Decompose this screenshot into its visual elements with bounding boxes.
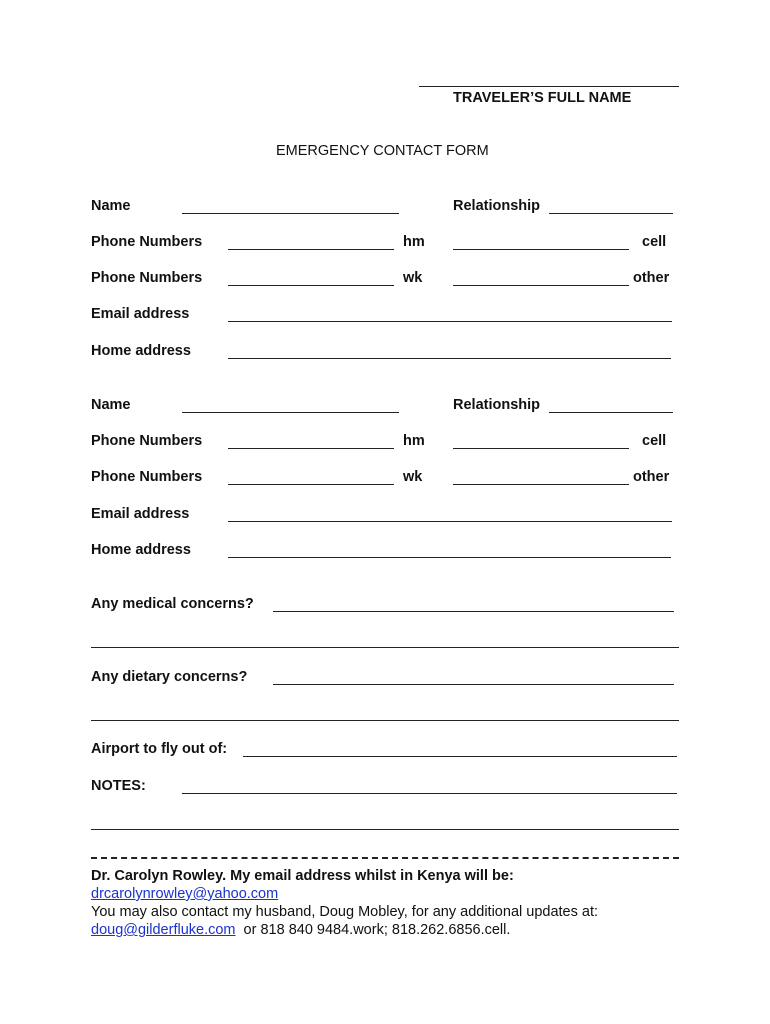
contact1-home-address-field[interactable]: [228, 338, 671, 359]
contact1-email-label: Email address: [91, 306, 190, 322]
airport-label: Airport to fly out of:: [91, 741, 228, 757]
notes-label: NOTES:: [91, 778, 146, 794]
contact2-email-label: Email address: [91, 506, 190, 522]
contact2-home-address-field[interactable]: [228, 537, 671, 558]
medical-concerns-field-2[interactable]: [91, 627, 679, 648]
contact2-work-phone-field[interactable]: [228, 464, 394, 485]
contact2-phone-label-2: Phone Numbers: [91, 469, 203, 485]
traveler-name-label: TRAVELER’S FULL NAME: [453, 90, 632, 106]
contact1-relationship-field[interactable]: [549, 193, 673, 214]
dietary-concerns-field[interactable]: [273, 664, 674, 685]
contact2-other-phone-field[interactable]: [453, 464, 629, 485]
contact2-home-label: Home address: [91, 542, 191, 558]
footer-phones: or 818 840 9484.work; 818.262.6856.cell.: [235, 922, 511, 938]
contact2-cell-label: cell: [642, 433, 667, 449]
contact1-email-field[interactable]: [228, 301, 672, 322]
contact1-phone-label-1: Phone Numbers: [91, 234, 203, 250]
notes-field-2[interactable]: [91, 809, 679, 830]
contact1-wk-label: wk: [403, 270, 423, 286]
contact2-relationship-field[interactable]: [549, 392, 673, 413]
contact2-cell-phone-field[interactable]: [453, 428, 629, 449]
medical-concerns-field[interactable]: [273, 591, 674, 612]
contact1-hm-label: hm: [403, 234, 425, 250]
contact2-wk-label: wk: [403, 469, 423, 485]
traveler-name-field[interactable]: [419, 66, 679, 87]
footer-line-4: [91, 921, 510, 939]
dashed-divider: [91, 857, 679, 859]
notes-field[interactable]: [182, 773, 677, 794]
contact1-home-phone-field[interactable]: [228, 229, 394, 250]
contact1-name-label: Name: [91, 198, 131, 214]
contact2-phone-label-1: Phone Numbers: [91, 433, 203, 449]
contact1-name-field[interactable]: [182, 193, 399, 214]
contact1-phone-label-2: Phone Numbers: [91, 270, 203, 286]
contact1-home-label: Home address: [91, 343, 191, 359]
contact2-hm-label: hm: [403, 433, 425, 449]
contact1-other-label: other: [633, 270, 670, 286]
footer-line-1: Dr. Carolyn Rowley. My email address whilst in Kenya will be:: [91, 868, 514, 884]
dietary-concerns-field-2[interactable]: [91, 700, 679, 721]
airport-field[interactable]: [243, 736, 677, 757]
contact1-other-phone-field[interactable]: [453, 265, 629, 286]
footer-email-link-2[interactable]: doug@gilderfluke.com: [91, 922, 236, 938]
contact2-name-label: Name: [91, 397, 131, 413]
contact1-cell-phone-field[interactable]: [453, 229, 629, 250]
contact2-name-field[interactable]: [182, 392, 399, 413]
contact2-relationship-label: Relationship: [453, 397, 541, 413]
footer-email-link-1[interactable]: drcarolynrowley@yahoo.com: [91, 886, 279, 902]
footer-line-3: You may also contact my husband, Doug Mobley, for any additional updates at:: [91, 904, 599, 920]
dietary-concerns-label: Any dietary concerns?: [91, 669, 248, 685]
contact2-home-phone-field[interactable]: [228, 428, 394, 449]
contact1-work-phone-field[interactable]: [228, 265, 394, 286]
contact2-email-field[interactable]: [228, 501, 672, 522]
contact2-other-label: other: [633, 469, 670, 485]
contact1-relationship-label: Relationship: [453, 198, 541, 214]
form-title: EMERGENCY CONTACT FORM: [276, 143, 489, 159]
medical-concerns-label: Any medical concerns?: [91, 596, 254, 612]
contact1-cell-label: cell: [642, 234, 667, 250]
